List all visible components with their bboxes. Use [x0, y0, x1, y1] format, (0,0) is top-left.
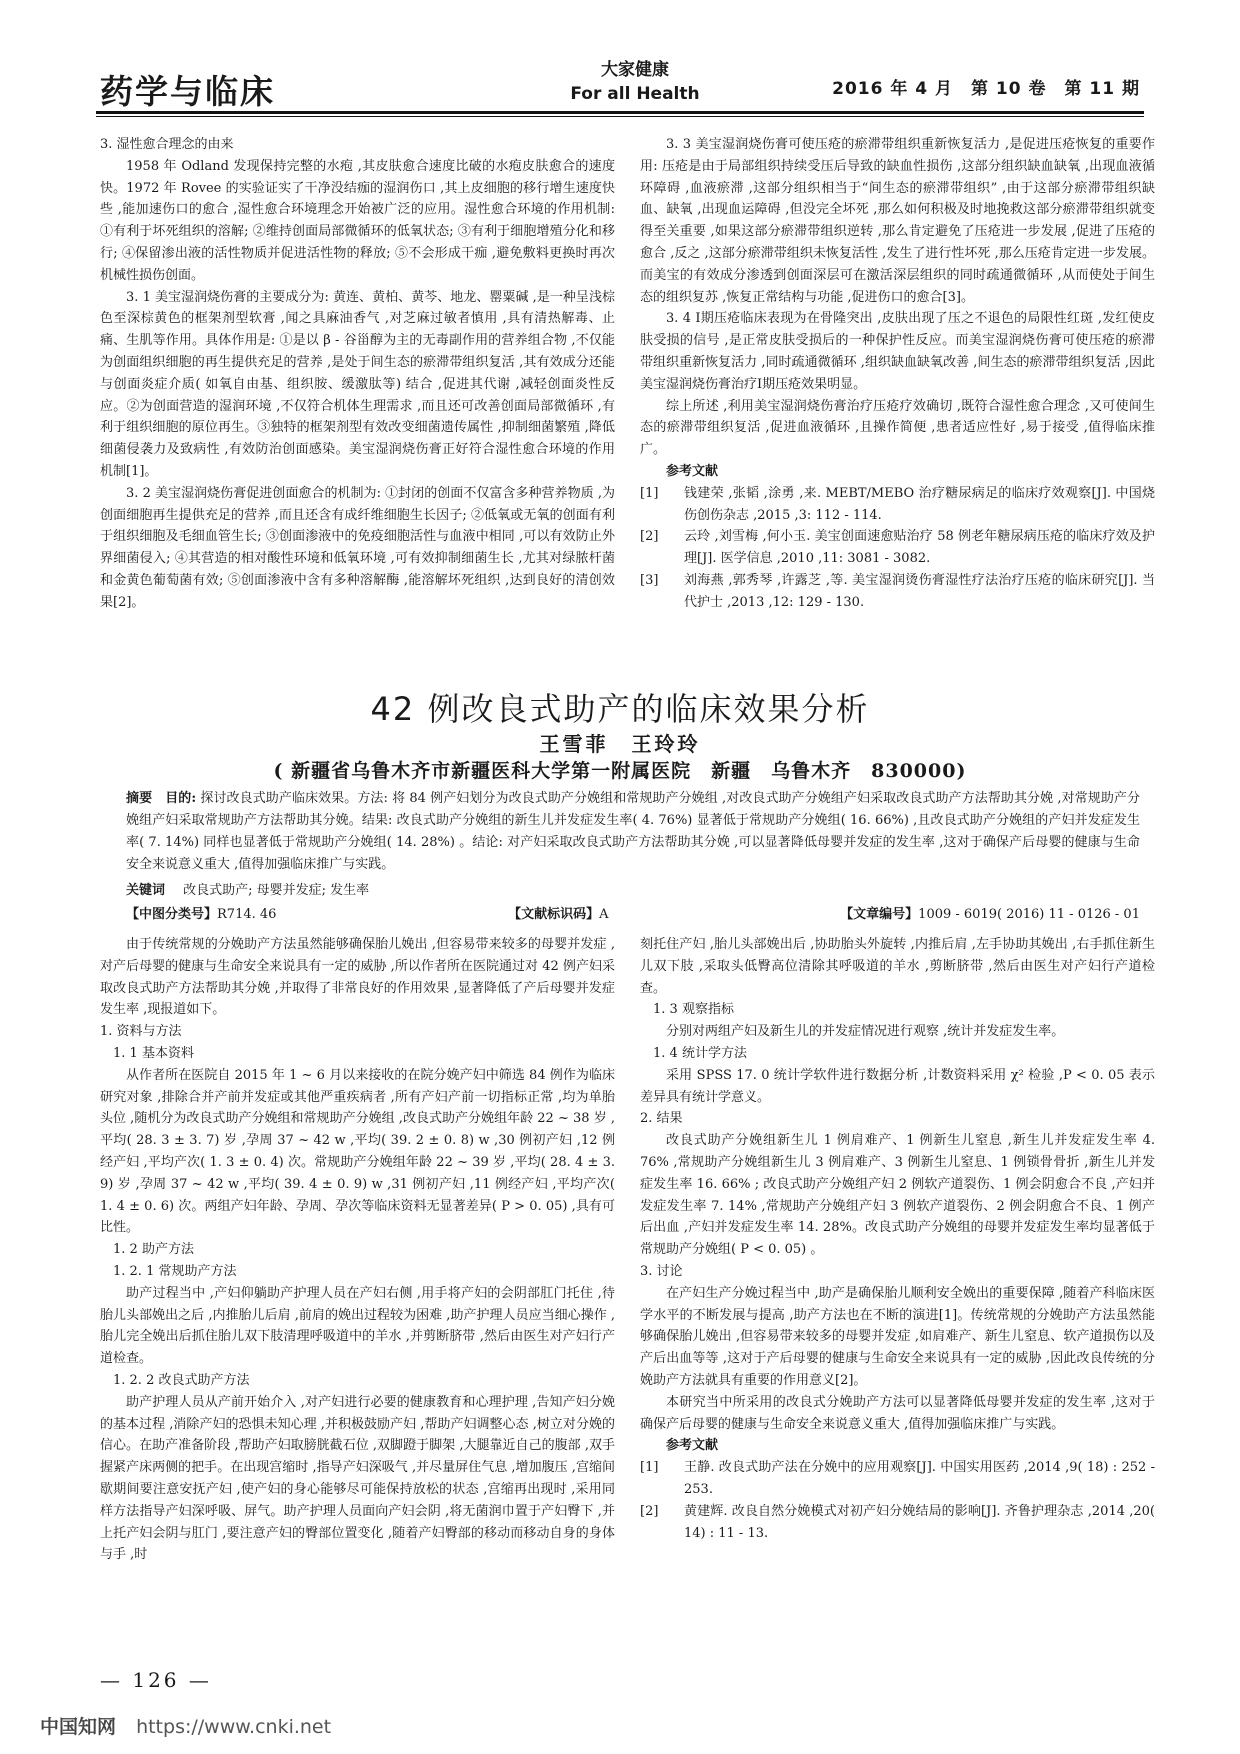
body-paragraph: 由于传统常规的分娩助产方法虽然能够确保胎儿娩出 ,但容易带来较多的母婴并发症 ,对产后母婴的健康与生命安全来说具有一定的威胁 ,所以作者所在医院通过对 42 例产妇采取改良式助产方法帮助其分娩 ,并取得了非常良好的作用效果 ,显著降低了产后母婴并发症发生率 ,现报道如下。	[100, 937, 615, 1018]
reference-item	[640, 570, 1155, 614]
body-paragraph: 采用 SPSS 17. 0 统计学软件进行数据分析 ,计数资料采用 χ² 检验 ,P < 0. 05 表示差异具有统计学意义。	[640, 1067, 1155, 1105]
reference-text: 王静. 改良式助产法在分娩中的应用观察[J]. 中国实用医药 ,2014 ,9( 18) : 252 - 253.	[684, 1460, 1155, 1497]
reference-text: 黄建辉. 改良自然分娩模式对初产妇分娩结局的影响[J]. 齐鲁护理杂志 ,2014 ,20( 14) : 11 - 13.	[684, 1503, 1155, 1541]
reference-text: 钱建荣 ,张韬 ,涂勇 ,来. MEBT/MEBO 治疗糖尿病足的临床疗效观察[J]. 中国烧伤创伤杂志 ,2015 ,3: 112 - 114.	[684, 485, 1155, 523]
header-rule	[96, 111, 1144, 114]
keywords	[126, 880, 1140, 902]
body-paragraph: 助产过程当中 ,产妇仰躺助产护理人员在产妇右侧 ,用手将产妇的会阴部肛门托住 ,待胎儿头部娩出之后 ,内推胎儿后肩 ,前肩的娩出过程较为困难 ,助产护理人员应当细心操作 ,胎儿完全娩出后抓住胎儿双下肢清理呼吸道中的羊水 ,并剪断脐带 ,然后由医生对产妇行产道检查。	[100, 1285, 615, 1367]
body-paragraph: 3. 3 美宝湿润烧伤膏可使压疮的瘀滞带组织重新恢复活力 ,是促进压疮恢复的重要作用: 压疮是由于局部组织持续受压后导致的缺血性损伤 ,这部分组织缺血缺氧 ,出现血液循环障碍 ,血液瘀滞 ,这部分组织相当于“间生态的瘀滞带组织” ,由于这部分瘀滞带组织缺血、缺氧 ,出现血运障碍 ,但没完全坏死 ,那么如何积极及时地挽救这部分瘀滞带组织就变得至关重要 ,如果这部分瘀滞带组织逆转 ,那么肯定避免了压疮进一步发展 ,促进了压疮的愈合 ,反之 ,这部分瘀滞带组织未恢复活性 ,发生了进行性坏死 ,那么压疮肯定进一步发展。而美宝的有效成分渗透到创面深层可在激活深层组织的同时疏通微循环 ,从而使处于间生态的组织复苏 ,恢复正常结构与功能 ,促进伤口的愈合[3]。	[640, 137, 1155, 305]
section-heading: 2. 结果	[640, 1111, 683, 1127]
body-paragraph: 改良式助产分娩组新生儿 1 例肩难产、1 例新生儿窒息 ,新生儿并发症发生率 4. 76% ,常规助产分娩组新生儿 3 例肩难产、3 例新生儿窒息、1 例锁骨骨折 ,新生儿并发症发生率 16. 66% ; 改良式助产分娩组产妇 2 例软产道裂伤、1 例会阴愈合不良 ,产妇并发症发生率 7. 14% ,常规助产分娩组产妇 3 例软产道裂伤、2 例会阴愈合不良、1 例产后出血 ,产妇并发症发生率 14. 28%。改良式助产分娩组的母婴并发症发生率均显著低于常规助产分娩组( P < 0. 05) 。	[640, 1133, 1155, 1258]
reference-number: [2]	[640, 529, 659, 545]
subsection-heading: 1. 1 基本资料	[113, 1045, 194, 1061]
subsection-heading: 1. 4 统计学方法	[653, 1045, 747, 1061]
reference-item	[640, 1501, 1155, 1545]
reference-number: [1]	[640, 485, 659, 501]
center-title-cn: 大家健康	[601, 60, 669, 80]
reference-number: [3]	[640, 572, 659, 588]
reference-item	[640, 483, 1155, 527]
clc-number: 【中图分类号】R714. 46	[126, 907, 277, 922]
article-col-2	[640, 934, 1155, 1544]
cnki-watermark	[40, 1712, 331, 1739]
body-paragraph: 3. 2 美宝湿润烧伤膏促进创面愈合的机制为: ①封闭的创面不仅富含多种营养物质 ,为创面细胞再生提供充足的营养 ,而且还含有成纤维细胞生长因子; ②低氧或无氧的创面有利于组织细胞及毛细血管生长; ③创面渗液中的免疫细胞活性与血液中相同 ,可以有效防止外界细菌侵入; ④其营造的相对酸性环境和低氧环境 ,可有效抑制细菌生长 ,尤其对绿脓杆菌和金黄色葡萄菌有效; ⑤创面渗液中含有多种溶解酶 ,能溶解坏死组织 ,达到良好的清创效果[2]。	[100, 485, 615, 610]
keywords-label: 关键词	[126, 883, 166, 898]
body-paragraph: 1958 年 Odland 发现保持完整的水疱 ,其皮肤愈合速度比破的水疱皮肤愈合的速度快。1972 年 Rovee 的实验证实了干净没结痂的湿润伤口 ,其上皮细胞的移行增生速度快些 ,能加速伤口的愈合 ,湿性愈合环境理念开始被广泛的应用。湿性愈合环境的作用机制: ①有利于坏死组织的溶解; ②维持创面局部微循环的低氧状态; ③有利于细胞增殖分化和移行; ④保留渗出液的活性物质并促进活性物的释放; ⑤不会形成干痂 ,避免敷料更换时再次机械性损伤创面。	[100, 158, 615, 283]
references-heading: 参考文献	[666, 463, 719, 479]
watermark-name: 中国知网	[40, 1716, 117, 1738]
article-title: 42 例改良式助产的临床效果分析	[370, 690, 870, 728]
subsection-heading: 1. 2. 1 常规助产方法	[113, 1263, 237, 1279]
subsection-heading: 1. 3 观察指标	[653, 1002, 734, 1018]
body-paragraph: 在产妇生产分娩过程当中 ,助产是确保胎儿顺利安全娩出的重要保障 ,随着产科临床医学水平的不断发展与提高 ,助产方法也在不断的演进[1]。传统常规的分娩助产方法虽然能够确保胎儿娩出 ,但容易带来较多的母婴并发症 ,如肩难产、新生儿窒息、软产道损伤以及产后出血等等 ,这对于产后母婴的健康与生命安全来说具有一定的威胁 ,因此改良传统的分娩助产方法就具有重要的作用意义[2]。	[640, 1285, 1155, 1388]
abstract	[126, 788, 1140, 876]
body-paragraph: 3. 1 美宝湿润烧伤膏的主要成分为: 黄连、黄柏、黄芩、地龙、罂粟碱 ,是一种呈浅棕色至深棕黄色的框架剂型软膏 ,闻之具麻油香气 ,对芝麻过敏者慎用 ,具有清热解毒、止痛、生肌等作用。具体作用是: ①是以 β - 谷甾醇为主的无毒副作用的营养组合物 ,不仅能为创面组织细胞的再生提供充足的营养 ,是处于间生态的瘀滞带组织复活 ,其有效成分还能与创面炎症介质( 如氧自由基、组织胺、缓激肽等) 结合 ,促进其代谢 ,减轻创面炎性反应。②为创面营造的湿润环境 ,不仅符合机体生理需求 ,而且还可改善创面局部微循环 ,有利于组织细胞的原位再生。③独特的框架剂型有效改变细菌遗传属性 ,抑制细菌繁殖 ,降低细菌侵袭力及致病性 ,有效防治创面感染。美宝湿润烧伤膏正好符合湿性愈合环境的作用机制[1]。	[100, 289, 615, 479]
journal-name: 药学与临床	[100, 72, 275, 111]
reference-text: 云玲 ,刘雪梅 ,何小玉. 美宝创面速愈贴治疗 58 例老年糖尿病压疮的临床疗效及护理[J]. 医学信息 ,2010 ,11: 3081 - 3082.	[684, 529, 1155, 567]
abstract-text: 探讨改良式助产临床效果。方法: 将 84 例产妇划分为改良式助产分娩组和常规助产分娩组 ,对改良式助产分娩组产妇采取改良式助产方法帮助其分娩 ,对常规助产分娩组产妇采取常规助产方法帮助其分娩。结果: 改良式助产分娩组的新生儿并发症发生率( 4. 76%) 显著低于常规助产分娩组( 16. 66%) ,且改良式助产分娩组的产妇并发症发生率( 7. 14%) 同样也显著低于常规助产分娩组( 14. 28%) 。结论: 对产妇采取改良式助产方法帮助其分娩 ,可以显著降低母婴并发症的发生率 ,这对于确保产后母婴的健康与生命安全来说意义重大 ,值得加强临床推广与实践。	[126, 791, 1140, 872]
doc-code: 【文献标识码】A	[508, 907, 609, 922]
keywords-text: 改良式助产; 母婴并发症; 发生率	[183, 883, 370, 898]
abstract-label: 摘要 目的:	[126, 791, 197, 806]
reference-number: [1]	[640, 1460, 659, 1476]
body-paragraph: 3. 4 Ⅰ期压疮临床表现为在骨隆突出 ,皮肤出现了压之不退色的局限性红斑 ,发红使皮肤受损的信号 ,是正常皮肤受损后的一种保护性反应。而美宝湿润烧伤膏可使压疮的瘀滞带组织重新恢复活力 ,同时疏通微循环 ,组织缺血缺氧改善 ,间生态的瘀滞带组织复活 ,因此美宝湿润烧伤膏治疗Ⅰ期压疮效果明显。	[640, 311, 1155, 392]
section-heading: 1. 资料与方法	[100, 1024, 182, 1040]
reference-number: [2]	[640, 1503, 659, 1519]
section-heading: 3. 讨论	[640, 1263, 683, 1279]
article-col-1	[100, 934, 615, 1566]
page-number: — 126 —	[100, 1668, 212, 1692]
article-number: 【文章编号】1009 - 6019( 2016) 11 - 0126 - 01	[840, 907, 1140, 922]
prev-article-col-1	[100, 134, 615, 614]
reference-text: 刘海燕 ,郭秀琴 ,许露芝 ,等. 美宝湿润烫伤膏湿性疗法治疗压疮的临床研究[J]. 当代护士 ,2013 ,12: 129 - 130.	[684, 572, 1155, 610]
center-title-en: For all Health	[570, 84, 700, 104]
body-paragraph: 分别对两组产妇及新生儿的并发症情况进行观察 ,统计并发症发生率。	[666, 1024, 1065, 1040]
subsection-heading: 1. 2. 2 改良式助产方法	[113, 1372, 250, 1388]
prev-article-col-2	[640, 134, 1155, 614]
section-heading: 3. 湿性愈合理念的由来	[100, 137, 234, 152]
classification-line	[126, 904, 1140, 926]
subsection-heading: 1. 2 助产方法	[113, 1242, 194, 1258]
reference-item	[640, 1457, 1155, 1501]
body-paragraph: 助产护理人员从产前开始介入 ,对产妇进行必要的健康教育和心理护理 ,告知产妇分娩的基本过程 ,消除产妇的恐惧未知心理 ,并积极鼓励产妇 ,帮助产妇调整心态 ,树立对分娩的信心。在助产准备阶段 ,帮助产妇取膀胱截石位 ,双脚蹬于脚架 ,大腿靠近自己的腹部 ,双手握紧产床两侧的把手。在出现宫缩时 ,指导产妇深吸气 ,并尽量屏住气息 ,增加腹压 ,宫缩间歇期间要注意安抚产妇 ,使产妇的身心能够尽可能保持放松的状态 ,宫缩再出现时 ,采用同样方法指导产妇深呼吸、屏气。助产护理人员面向产妇会阴 ,将无菌润巾置于产妇臀下 ,并上托产妇会阴与肛门 ,要注意产妇的臀部位置变化 ,随着产妇臀部的移动而移动自身的身体与手 ,时	[100, 1394, 615, 1563]
article-affiliation: ( 新疆省乌鲁木齐市新疆医科大学第一附属医院 新疆 乌鲁木齐 830000)	[273, 760, 967, 782]
body-paragraph: 刻托住产妇 ,胎儿头部娩出后 ,协助胎头外旋转 ,内推后肩 ,左手协助其娩出 ,右手抓住新生儿双下肢 ,采取头低臀高位清除其呼吸道的羊水 ,剪断脐带 ,然后由医生对产妇行产道检查。	[640, 937, 1155, 996]
watermark-url: https://www.cnki.net	[136, 1716, 332, 1738]
references-heading: 参考文献	[666, 1438, 719, 1454]
reference-item	[640, 526, 1155, 570]
body-paragraph: 本研究当中所采用的改良式分娩助产方法可以显著降低母婴并发症的发生率 ,这对于确保产后母婴的健康与生命安全来说意义重大 ,值得加强临床推广与实践。	[640, 1394, 1155, 1432]
body-paragraph: 从作者所在医院自 2015 年 1 ~ 6 月以来接收的在院分娩产妇中筛选 84 例作为临床研究对象 ,排除合并产前并发症或其他严重疾病者 ,所有产妇产前一切指标正常 ,均为单胎头位 ,随机分为改良式助产分娩组和常规助产分娩组 ,改良式助产分娩组年龄 22 ~ 38 岁 ,平均( 28. 3 ± 3. 7) 岁 ,孕周 37 ~ 42 w ,平均( 39. 2 ± 0. 8) w ,30 例初产妇 ,12 例经产妇 ,平均产次( 1. 3 ± 0. 4) 次。常规助产分娩组年龄 22 ~ 39 岁 ,平均( 28. 4 ± 3. 9) 岁 ,孕周 37 ~ 42 w ,平均( 39. 4 ± 0. 9) w ,31 例初产妇 ,11 例经产妇 ,平均产次( 1. 4 ± 0. 6) 次。两组产妇年龄、孕周、孕次等临床资料无显著差异( P > 0. 05) ,具有可比性。	[100, 1067, 615, 1236]
header-rule-thin	[96, 116, 1144, 117]
article-authors: 王雪菲 王玲玲	[539, 732, 701, 756]
issue-info: 2016 年 4 月 第 10 卷 第 11 期	[832, 79, 1140, 99]
journal-center-title	[540, 58, 730, 106]
body-paragraph: 综上所述 ,利用美宝湿润烧伤膏治疗压疮疗效确切 ,既符合湿性愈合理念 ,又可使间生态的瘀滞带组织复活 ,促进血液循环 ,且操作简便 ,患者适应性好 ,易于接受 ,值得临床推广。	[640, 398, 1155, 458]
